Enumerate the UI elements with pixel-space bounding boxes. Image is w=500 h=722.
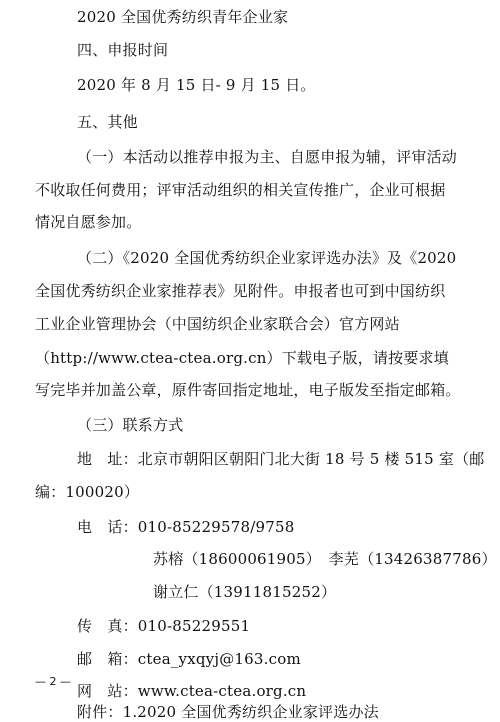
address-line-2: 编：100020） <box>35 483 140 501</box>
text-line-3: 2020 年 8 月 15 日- 9 月 15 日。 <box>77 76 316 94</box>
paragraph-line-7: （http://www.ctea-ctea.org.cn）下载电子版，请按要求填 <box>35 349 449 367</box>
contact-names-line-1: 苏榕（18600061905） 李芜（13426387786） <box>153 550 497 568</box>
contact-names-line-2: 谢立仁（13911815252） <box>153 583 337 601</box>
phone-line: 电 话：010-85229578/9758 <box>77 518 295 536</box>
paragraph-line-1: （一）本活动以推荐申报为主、自愿申报为辅，评审活动 <box>77 148 458 166</box>
contact-heading: （三）联系方式 <box>77 416 184 434</box>
paragraph-line-6: 工业企业管理协会（中国纺织企业家联合会）官方网站 <box>35 315 400 333</box>
paragraph-line-8: 写完毕并加盖公章，原件寄回指定地址，电子版发至指定邮箱。 <box>35 381 461 399</box>
paragraph-line-4: （二）《2020 全国优秀纺织企业家评选办法》及《2020 <box>77 249 457 267</box>
section-heading-4: 四、申报时间 <box>77 41 169 59</box>
text-line-1: 2020 全国优秀纺织青年企业家 <box>77 8 289 26</box>
email-line: 邮 箱：ctea_yxqyj@163.com <box>77 650 301 668</box>
section-heading-5: 五、其他 <box>77 113 138 131</box>
address-line-1: 地 址：北京市朝阳区朝阳门北大街 18 号 5 楼 515 室（邮 <box>77 450 485 468</box>
paragraph-line-5: 全国优秀纺织企业家推荐表》见附件。申报者也可到中国纺织 <box>35 282 446 300</box>
paragraph-line-2: 不收取任何费用；评审活动组织的相关宣传推广，企业可根据 <box>35 181 446 199</box>
website-line: 网 站：www.ctea-ctea.org.cn <box>77 682 307 700</box>
page-number: — 2 — <box>35 675 71 688</box>
paragraph-line-3: 情况自愿参加。 <box>35 213 142 231</box>
fax-line: 传 真：010-85229551 <box>77 617 251 635</box>
attachment-line: 附件：1.2020 全国优秀纺织企业家评选办法 <box>77 703 379 721</box>
